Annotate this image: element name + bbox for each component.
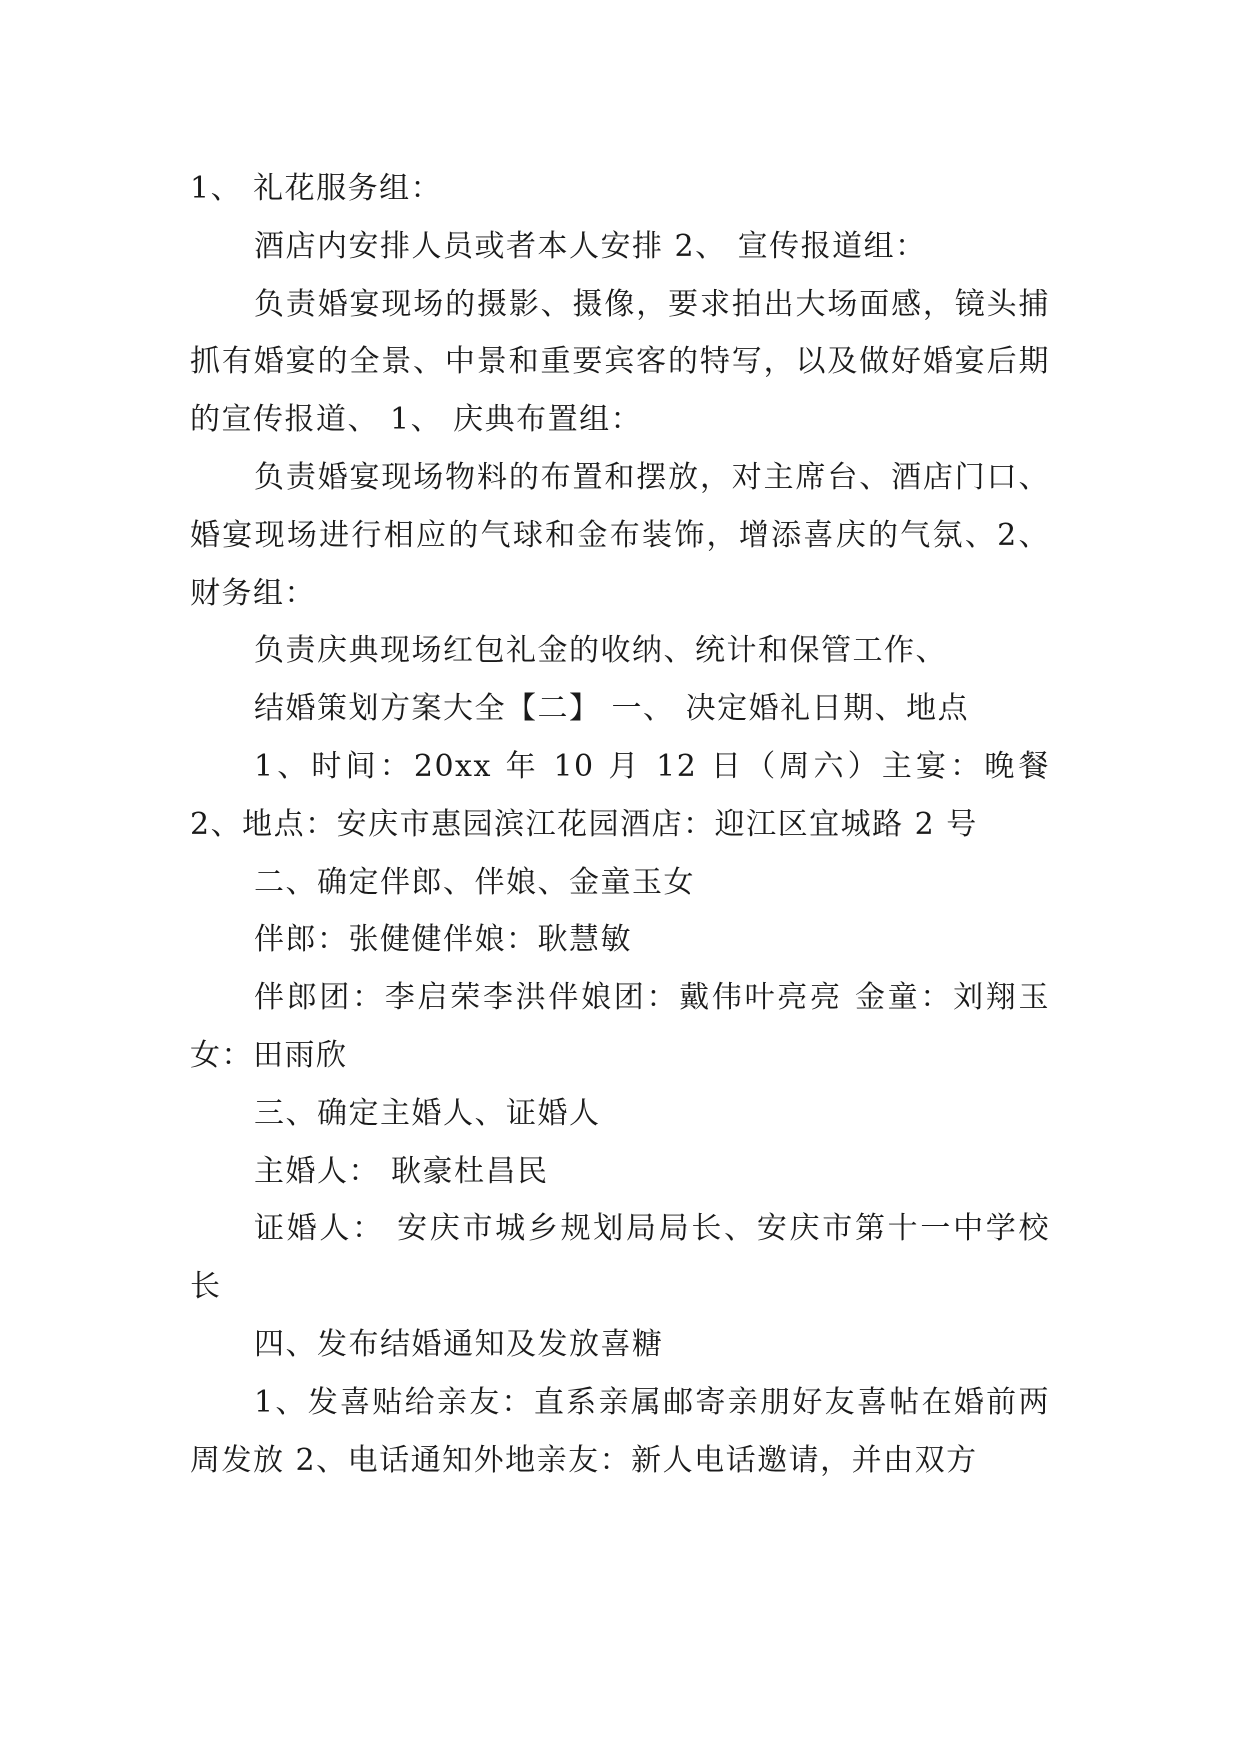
paragraph-10: 伴郎团：李启荣李洪伴娘团：戴伟叶亮亮 金童：刘翔玉女：田雨欣 <box>190 980 1050 1073</box>
paragraph-11: 三、确定主婚人、证婚人 <box>254 1095 601 1131</box>
paragraph-2: 酒店内安排人员或者本人安排 2、 宣传报道组： <box>254 228 927 264</box>
paragraph-9: 伴郎：张健健伴娘：耿慧敏 <box>254 922 632 958</box>
paragraph-3: 负责婚宴现场的摄影、摄像，要求拍出大场面感，镜头捕抓有婚宴的全景、中景和重要宾客的特写，以及做好婚宴后期的宣传报道、 1、 庆典布置组： <box>190 286 1050 438</box>
paragraph-5: 负责庆典现场红包礼金的收纳、统计和保管工作、 <box>254 633 947 669</box>
paragraph-6: 结婚策划方案大全【二】 一、 决定婚礼日期、地点 <box>254 691 970 727</box>
paragraph-4: 负责婚宴现场物料的布置和摆放，对主席台、酒店门口、婚宴现场进行相应的气球和金布装饰，增添喜庆的气氛、2、财务组： <box>190 459 1050 611</box>
paragraph-7: 1、时间：20xx 年 10 月 12 日（周六）主宴：晚餐 2、地点：安庆市惠园滨江花园酒店：迎江区宜城路 2 号 <box>190 748 1050 842</box>
paragraph-12: 主婚人： 耿豪杜昌民 <box>254 1153 549 1189</box>
paragraph-1: 1、 礼花服务组： <box>190 171 443 206</box>
paragraph-13: 证婚人： 安庆市城乡规划局局长、安庆市第十一中学校长 <box>190 1211 1050 1305</box>
paragraph-14: 四、发布结婚通知及发放喜糖 <box>254 1326 664 1362</box>
document-body <box>190 160 1050 1489</box>
paragraph-8: 二、确定伴郎、伴娘、金童玉女 <box>254 864 695 900</box>
paragraph-15: 1、发喜贴给亲友：直系亲属邮寄亲朋好友喜帖在婚前两周发放 2、电话通知外地亲友：新人电话邀请，并由双方 <box>190 1384 1050 1478</box>
